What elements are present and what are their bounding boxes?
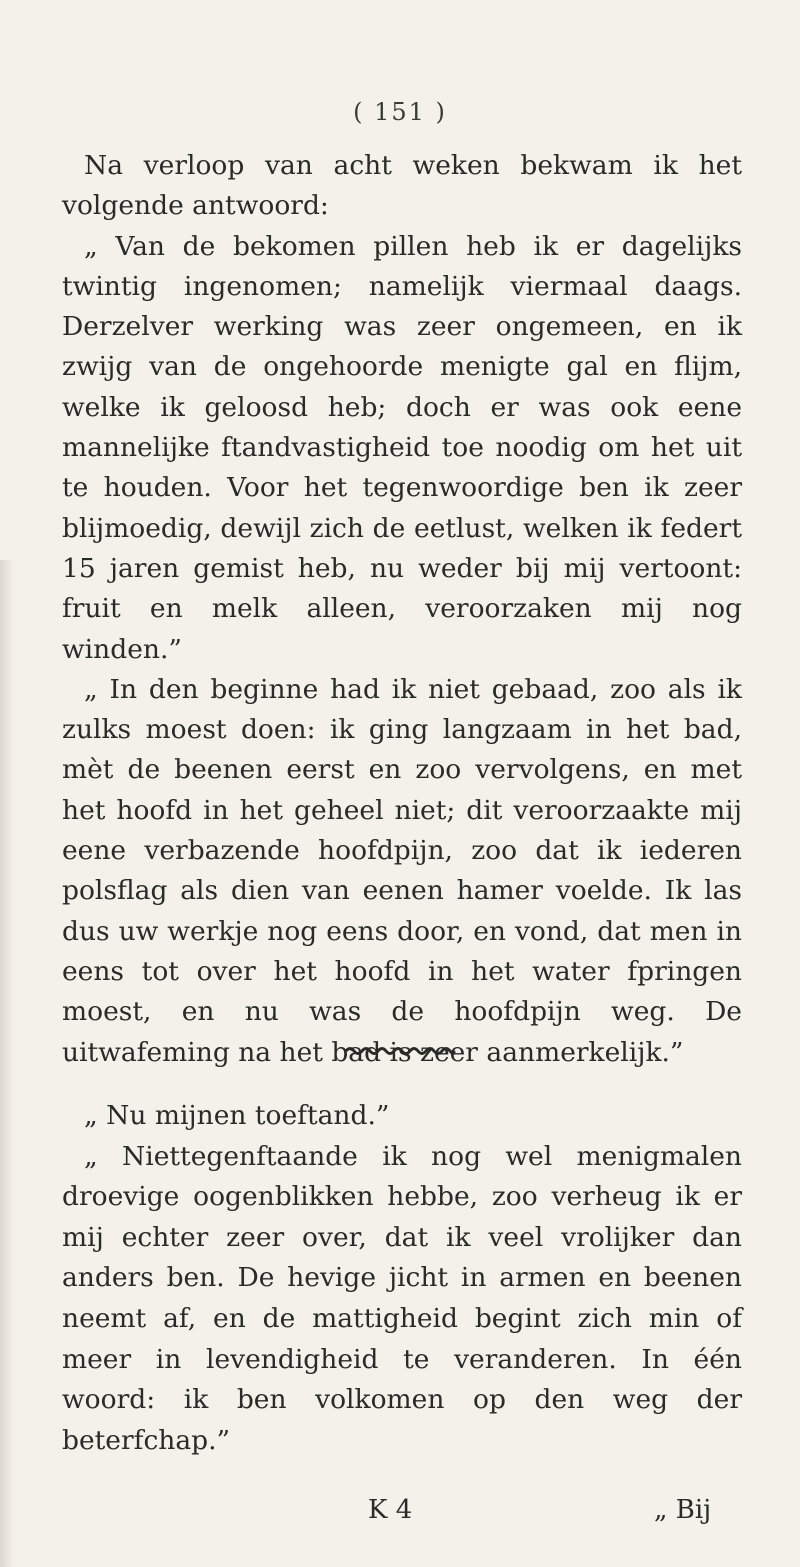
catchword: „ Bij [654,1495,712,1525]
signature-mark: K 4 [368,1495,413,1525]
wavy-ornament-icon [344,1046,456,1056]
paragraph-intro: Na verloop van acht weken bekwam ik het volgende antwoord: [62,150,742,222]
text-block-lower [62,1096,742,1461]
page-number: ( 151 ) [353,98,447,126]
page-spine-shadow [0,560,16,1567]
paragraph-state: „ Niettegenftaande ik nog wel menigmalen droevige oogenblikken hebbe, zoo verheug ik er mij echter zeer over, dat ik veel vrolijker dan anders ben. De hevige jicht in armen en beenen neemt af, en de mattigheid begint zich min of meer in levendigheid te veranderen. In één woord: ik ben volkomen op den weg der beterfchap.” [62,1140,742,1456]
paragraph-bath: „ In den beginne had ik niet gebaad, zoo als ik zulks moest doen: ik ging langzaam in het bad, mèt de beenen eerst en zoo vervolgens, en met het hoofd in het geheel niet; dit veroorzaakte mij eene verbazende hoofdpijn, zoo dat ik iederen polsflag als dien van eenen hamer voelde. Ik las dus uw werkje nog eens door, en vond, dat men in eens tot over het hoofd in het water fpringen moest, en nu was de hoofdpijn weg. De uitwafeming na het bad is zeer aanmerkelijk.” [62,673,742,1068]
text-block-upper [62,146,742,1073]
section-divider [0,1040,800,1059]
paragraph-pills: „ Van de bekomen pillen heb ik er dagelijks twintig ingenomen; namelijk viermaal daags. Derzelver werking was zeer ongemeen, en ik zwijg van de ongehoorde menigte gal en flijm, welke ik geloosd heb; doch er was ook eene mannelijke ftandvastigheid toe noodig om het uit te houden. Voor het tegenwoordige ben ik zeer blijmoedig, dewijl zich de eetlust, welken ik federt 15 jaren gemist heb, nu weder bij mij vertoont: fruit en melk alleen, veroorzaken mij nog winden.” [62,230,742,665]
page-footer [0,1495,800,1531]
paragraph-state-heading: „ Nu mijnen toeftand.” [84,1100,390,1131]
